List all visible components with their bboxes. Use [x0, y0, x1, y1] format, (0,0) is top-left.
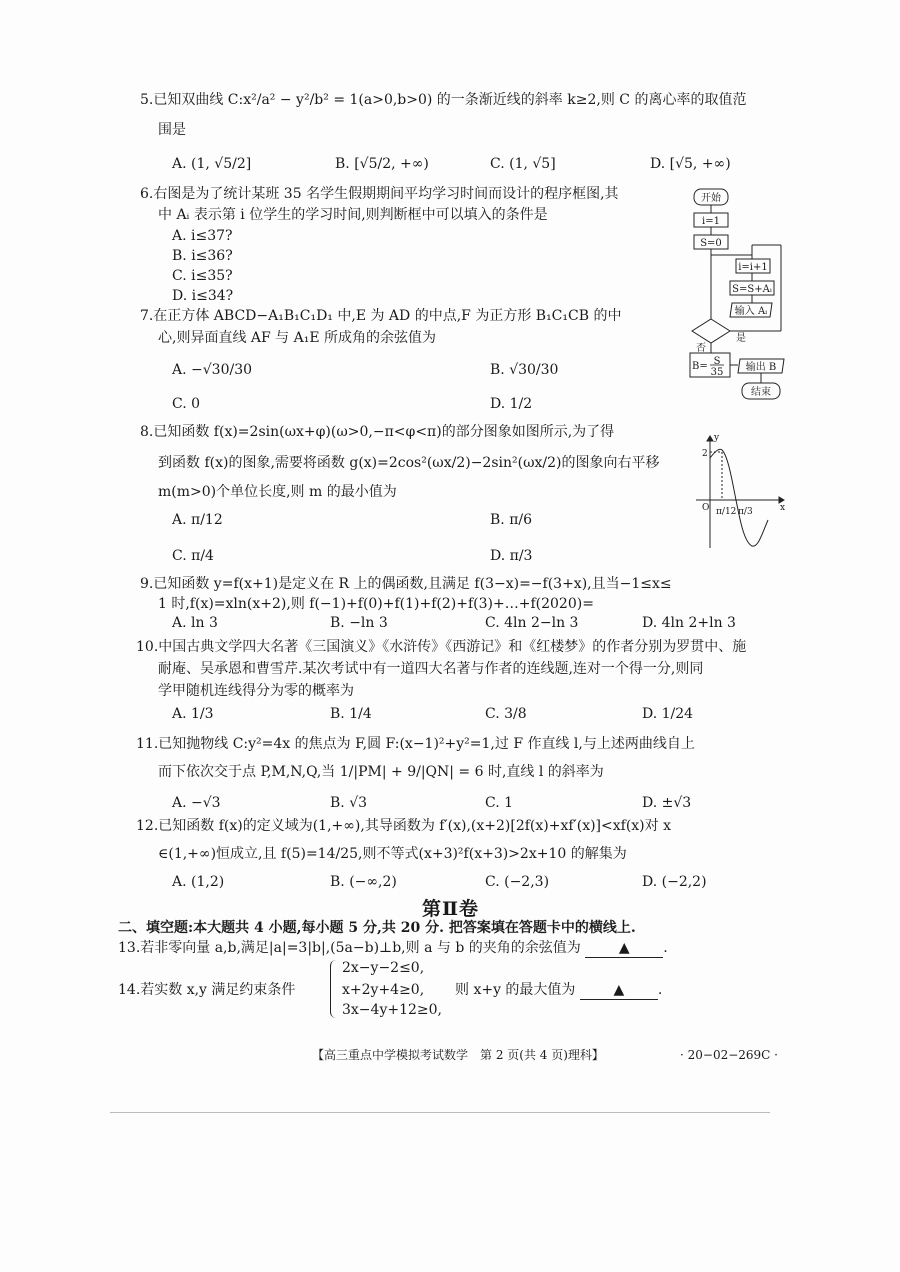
q14-suffix: 则 x+y 的最大值为: [455, 982, 576, 998]
q7-option-a: A. −√30/30: [172, 362, 253, 378]
q13-blank-mark: ▲: [618, 940, 630, 956]
flowchart-input: 输入 Aᵢ: [734, 306, 768, 317]
q12-stem-cont: ∈(1,+∞)恒成立,且 f(5)=14/25,则不等式(x+3)²f(x+3)>2x+10 的解集为: [158, 846, 627, 862]
q14-prefix: 14.若实数 x,y 满足约束条件: [118, 982, 296, 998]
flowchart-average-lhs: B=: [692, 361, 708, 372]
q14-suffix-line: 则 x+y 的最大值为 ▲ .: [455, 982, 663, 998]
q6-option-a: A. i≤37?: [172, 228, 233, 244]
q10-stem: 10.中国古典文学四大名著《三国演义》《水浒传》《西游记》和《红楼梦》的作者分别为罗贯中、施: [136, 639, 747, 655]
q8-stem-cont2: m(m>0)个单位长度,则 m 的最小值为: [158, 484, 397, 500]
graph-y-tick: 2: [702, 449, 708, 459]
q6-stem-cont: 中 Aᵢ 表示第 i 位学生的学习时间,则判断框中可以填入的条件是: [158, 207, 548, 223]
q6-option-b: B. i≤36?: [172, 248, 233, 264]
part2-title: 第Ⅱ卷: [422, 898, 480, 920]
q5-stem-cont: 围是: [158, 122, 186, 138]
flowchart-start: 开始: [701, 193, 721, 204]
q10-option-b: B. 1/4: [330, 706, 372, 722]
footer-code: · 20−02−269C ·: [680, 1048, 778, 1062]
flowchart-init-s: S=0: [700, 238, 722, 249]
graph-curve: [710, 449, 768, 546]
q14-blank-mark: ▲: [613, 982, 625, 998]
flowchart-no: 否: [696, 343, 706, 354]
graph-x-label: x: [780, 503, 786, 513]
graph-y-label: y: [714, 433, 720, 443]
q12-option-d: D. (−2,2): [642, 874, 707, 890]
q7-stem: 7.在正方体 ABCD−A₁B₁C₁D₁ 中,E 为 AD 的中点,F 为正方形 B₁C₁CB 的中: [140, 308, 622, 324]
graph-y-arrow: [707, 436, 713, 441]
q10-option-a: A. 1/3: [172, 706, 214, 722]
graph-origin: O: [702, 503, 710, 513]
q8-option-a: A. π/12: [172, 512, 223, 528]
footer-page-info: 【高三重点中学模拟考试数学 第 2 页(共 4 页)理科】: [312, 1048, 604, 1062]
q7-stem-cont: 心,则异面直线 AF 与 A₁E 所成角的余弦值为: [158, 330, 437, 346]
flowchart-end: 结束: [751, 387, 771, 398]
q9-option-a: A. ln 3: [172, 615, 218, 631]
q13-answer-blank: [585, 940, 663, 958]
q8-option-c: C. π/4: [172, 548, 214, 564]
section2-heading: 二、填空题:本大题共 4 小题,每小题 5 分,共 20 分. 把答案填在答题卡中的横线上.: [118, 920, 636, 936]
q5-option-d: D. [√5, +∞): [650, 156, 731, 172]
flowchart-average-num: S: [713, 356, 721, 367]
q11-stem: 11.已知抛物线 C:y²=4x 的焦点为 F,圆 F:(x−1)²+y²=1,过 F 作直线 l,与上述两曲线自上: [136, 736, 695, 752]
q12-option-a: A. (1,2): [172, 874, 225, 890]
graph-x-tick1: π/12: [716, 507, 737, 517]
q5-stem: 5.已知双曲线 C:x²/a² − y²/b² = 1(a>0,b>0) 的一条渐近线的斜率 k≥2,则 C 的离心率的取值范: [140, 92, 747, 108]
q10-option-c: C. 3/8: [485, 706, 527, 722]
flowchart-average-den: 35: [710, 367, 724, 378]
q5-option-a: A. (1, √5/2]: [172, 156, 252, 172]
q11-option-c: C. 1: [485, 795, 514, 811]
q11-option-d: D. ±√3: [642, 795, 692, 811]
q8-stem: 8.已知函数 f(x)=2sin(ωx+φ)(ω>0,−π<φ<π)的部分图象如图所示,为了得: [140, 424, 615, 440]
q6-stem: 6.右图是为了统计某班 35 名学生假期期间平均学习时间而设计的程序框图,其: [140, 186, 619, 202]
q7-option-b: B. √30/30: [490, 362, 559, 378]
q14-answer-blank: [580, 982, 658, 1000]
q11-option-b: B. √3: [330, 795, 368, 811]
q11-stem-cont: 而下依次交于点 P,M,N,Q,当 1/|PM| + 9/|QN| = 6 时,直线 l 的斜率为: [158, 764, 604, 780]
q5-option-c: C. (1, √5]: [490, 156, 556, 172]
q14-brace: [330, 960, 339, 1018]
q14-constraint-3: 3x−4y+12≥0,: [342, 1002, 442, 1018]
q9-stem-cont: 1 时,f(x)=xln(x+2),则 f(−1)+f(0)+f(1)+f(2)+f(3)+…+f(2020)=: [158, 596, 594, 612]
flowchart-yes: 是: [736, 333, 746, 344]
q8-stem-cont: 到函数 f(x)的图象,需要将函数 g(x)=2cos²(ωx/2)−2sin²(ωx/2)的图象向右平移: [158, 455, 660, 471]
q6-option-c: C. i≤35?: [172, 268, 233, 284]
q8-option-b: B. π/6: [490, 512, 533, 528]
flowchart-output: 输出 B: [745, 362, 777, 373]
flowchart-init-i: i=1: [702, 216, 720, 227]
q7-option-d: D. 1/2: [490, 396, 533, 412]
q11-option-a: A. −√3: [172, 795, 221, 811]
q10-stem-cont2: 学甲随机连线得分为零的概率为: [158, 683, 354, 699]
q12-option-b: B. (−∞,2): [330, 874, 397, 890]
q6-option-d: D. i≤34?: [172, 288, 234, 304]
flowchart-increment: i=i+1: [738, 262, 768, 273]
program-flowchart: [686, 185, 790, 405]
q9-option-d: D. 4ln 2+ln 3: [642, 615, 736, 631]
q7-option-c: C. 0: [172, 396, 201, 412]
sine-graph: [690, 430, 790, 552]
q9-stem: 9.已知函数 y=f(x+1)是定义在 R 上的偶函数,且满足 f(3−x)=−f(3+x),且当−1≤x≤: [140, 576, 672, 592]
q10-option-d: D. 1/24: [642, 706, 694, 722]
q13-stem: 13.若非零向量 a,b,满足|a|=3|b|,(5a−b)⊥b,则 a 与 b 的夹角的余弦值为 ▲ .: [118, 940, 668, 956]
q9-option-c: C. 4ln 2−ln 3: [485, 615, 579, 631]
q14-constraint-1: 2x−y−2≤0,: [342, 960, 425, 976]
q12-stem: 12.已知函数 f(x)的定义域为(1,+∞),其导函数为 f′(x),(x+2)[2f(x)+xf′(x)]<xf(x)对 x: [136, 818, 671, 834]
flowchart-update: S=S+Aᵢ: [732, 284, 772, 295]
q9-option-b: B. −ln 3: [330, 615, 388, 631]
page-bottom-rule: [110, 1112, 770, 1113]
q13-text: 13.若非零向量 a,b,满足|a|=3|b|,(5a−b)⊥b,则 a 与 b 的夹角的余弦值为: [118, 940, 581, 956]
q8-option-d: D. π/3: [490, 548, 533, 564]
q14-constraint-2: x+2y+4≥0,: [342, 982, 425, 998]
graph-x-tick2: π/3: [738, 507, 753, 517]
q10-stem-cont: 耐庵、吴承恩和曹雪芹.某次考试中有一道四大名著与作者的连线题,连对一个得一分,则同: [158, 661, 704, 677]
q12-option-c: C. (−2,3): [485, 874, 550, 890]
q5-option-b: B. [√5/2, +∞): [335, 156, 429, 172]
